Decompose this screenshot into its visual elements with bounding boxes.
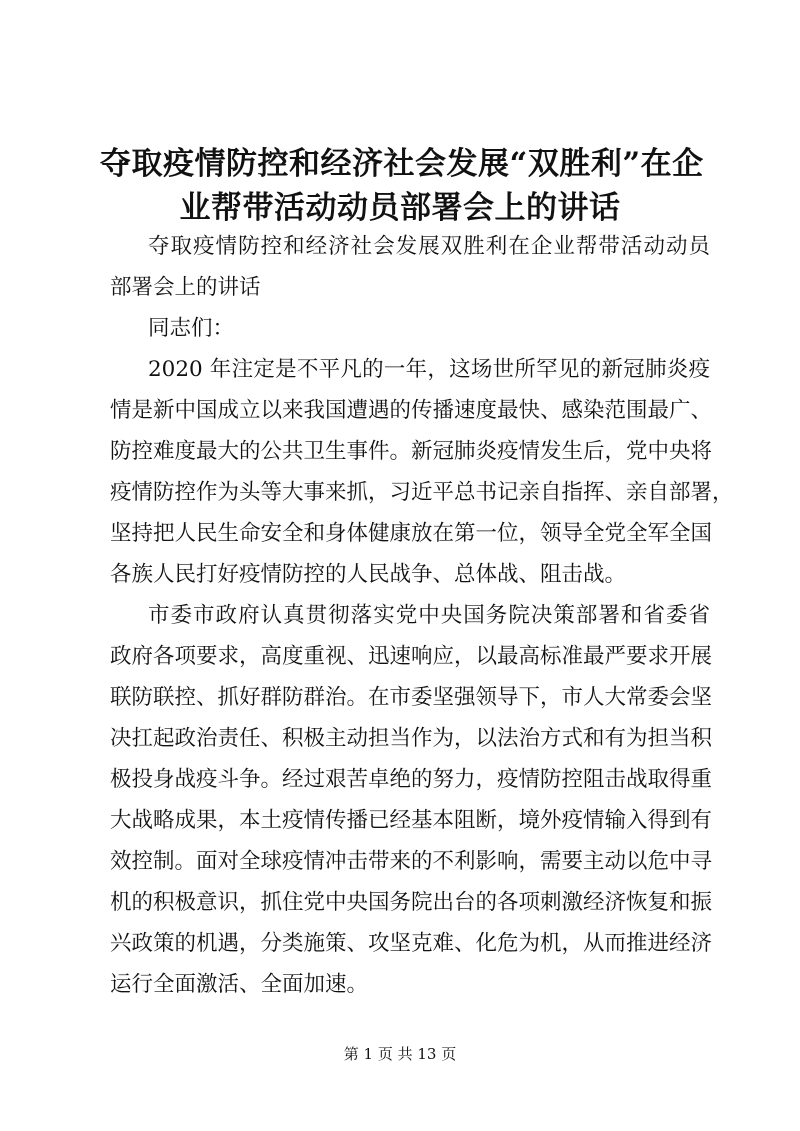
paragraph-4-line-6: 大战略成果，本土疫情传播已经基本阻断，境外疫情输入得到有 [110,808,713,833]
paragraph-4-line-2: 政府各项要求，高度重视、迅速响应，以最高标准最严要求开展 [110,644,713,669]
paragraph-3-line-3: 防控难度最大的公共卫生事件。新冠肺炎疫情发生后，党中央将 [110,439,713,464]
paragraph-3-line-6: 各族人民打好疫情防控的人民战争、总体战、阻击战。 [110,562,627,587]
title-line-2: 业帮带活动动员部署会上的讲话 [179,190,621,226]
paragraph-1-line-2: 部署会上的讲话 [110,275,261,300]
paragraph-4-line-5: 极投身战疫斗争。经过艰苦卓绝的努力，疫情防控阻击战取得重 [110,767,713,792]
paragraph-3-line-4: 疫情防控作为头等大事来抓，习近平总书记亲自指挥、亲自部署， [110,480,734,505]
paragraph-3-line-2: 情是新中国成立以来我国遭遇的传播速度最快、感染范围最广、 [110,398,713,423]
salutation: 同志们： [148,316,235,341]
paragraph-4-line-1: 市委市政府认真贯彻落实党中央国务院决策部署和省委省 [148,603,710,628]
document-title [100,142,704,230]
paragraph-3-line-5: 坚持把人民生命安全和身体健康放在第一位，领导全党全军全国 [110,521,713,546]
paragraph-4-line-4: 决扛起政治责任、积极主动担当作为，以法治方式和有为担当积 [110,726,713,751]
title-line-1: 夺取疫情防控和经济社会发展“双胜利”在企 [100,146,704,182]
paragraph-4-line-8: 机的积极意识，抓住党中央国务院出台的各项刺激经济恢复和振 [110,890,713,915]
paragraph-4-line-3: 联防联控、抓好群防群治。在市委坚强领导下，市人大常委会坚 [110,685,713,710]
paragraph-4-line-7: 效控制。面对全球疫情冲击带来的不利影响，需要主动以危中寻 [110,849,713,874]
page-number-footer: 第 1 页 共 13 页 [343,1045,457,1063]
paragraph-4-line-9: 兴政策的机遇，分类施策、攻坚克难、化危为机，从而推进经济 [110,931,713,956]
paragraph-4-line-10: 运行全面激活、全面加速。 [110,972,369,997]
paragraph-3-line-1: 2020 年注定是不平凡的一年，这场世所罕见的新冠肺炎疫 [148,357,710,382]
paragraph-1-line-1: 夺取疫情防控和经济社会发展双胜利在企业帮带活动动员 [148,234,710,259]
